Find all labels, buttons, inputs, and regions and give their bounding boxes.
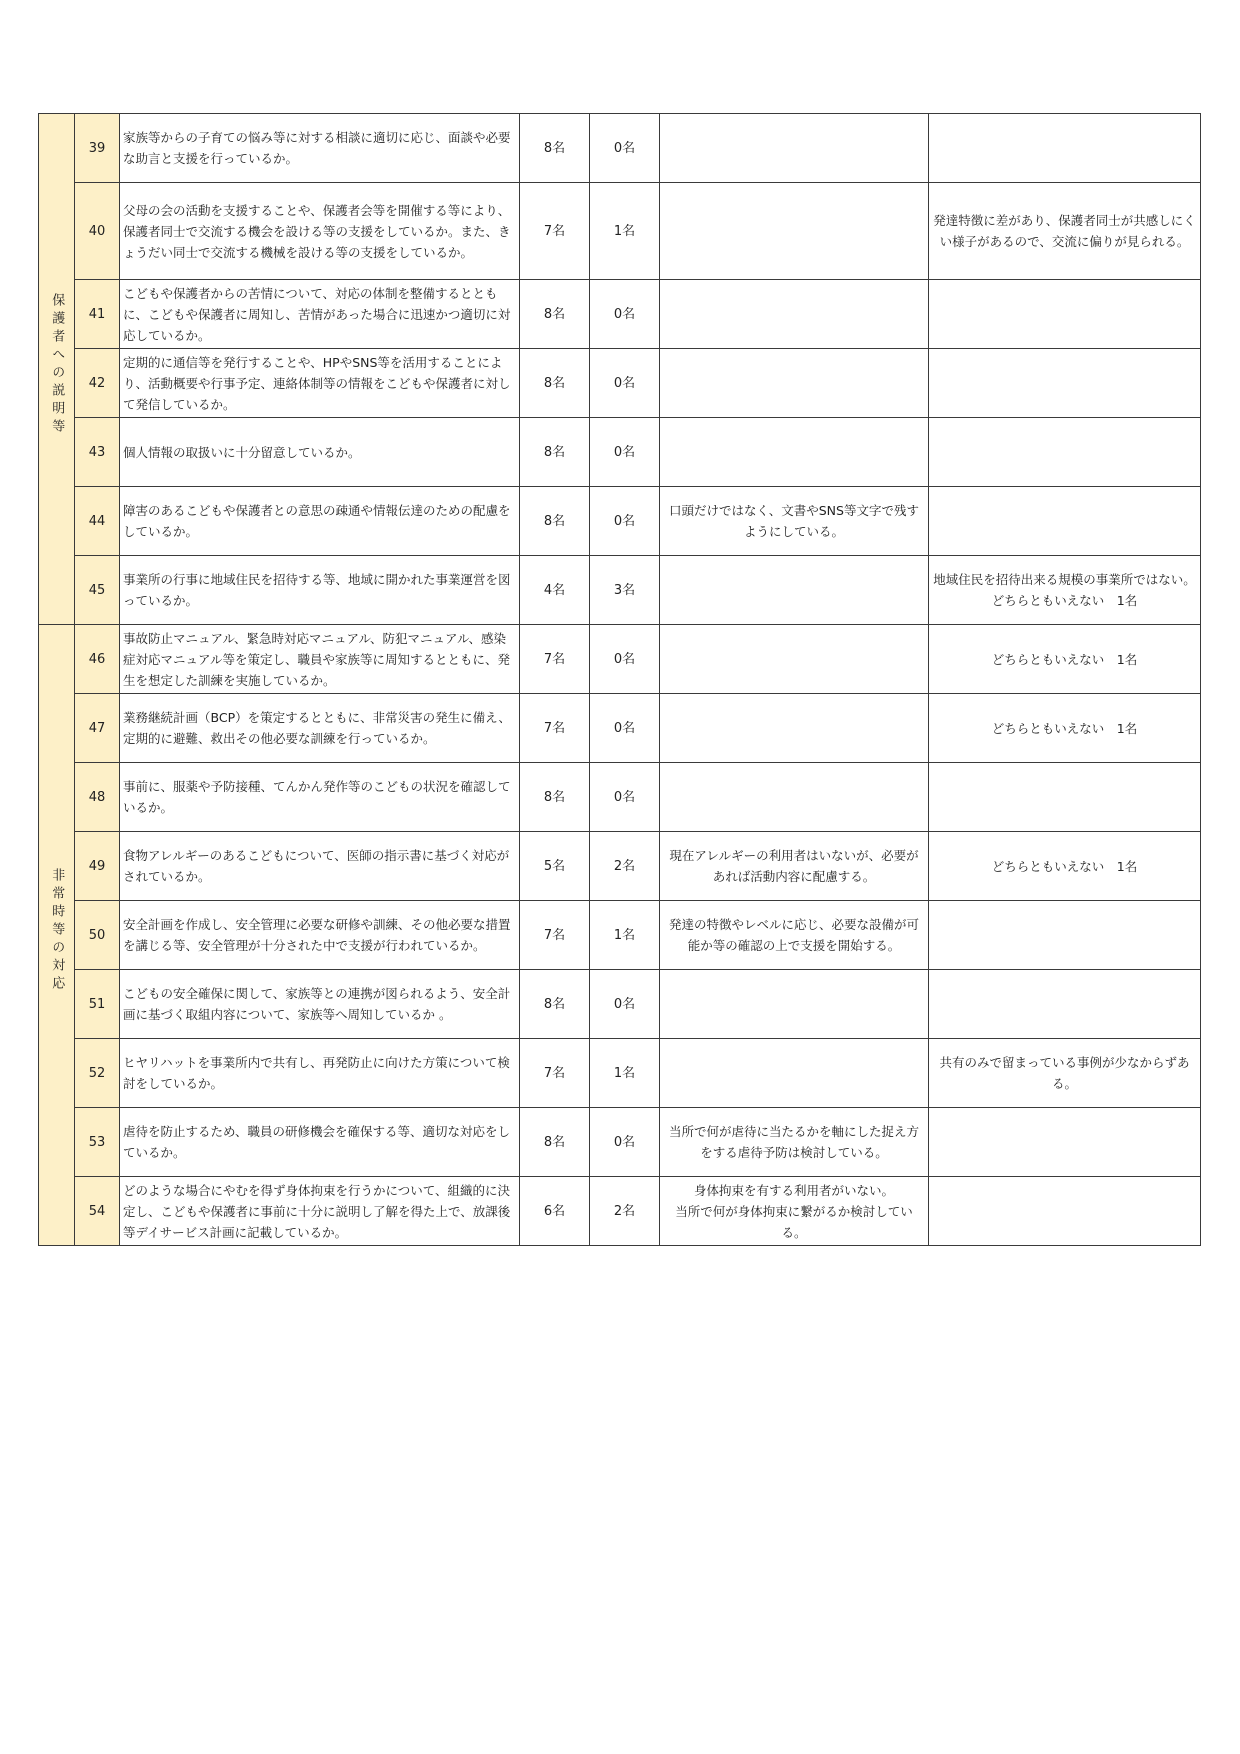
item-number: 47 <box>75 694 120 763</box>
yes-count: 8名 <box>520 349 590 418</box>
table-row <box>39 114 1201 183</box>
improvement-note: 発達の特徴やレベルに応じ、必要な設備が可能か等の確認の上で支援を開始する。 <box>660 901 929 970</box>
category-guardian <box>39 114 75 625</box>
improvement-note <box>660 625 929 694</box>
reason-note: どちらともいえない 1名 <box>929 832 1201 901</box>
reason-note <box>929 970 1201 1039</box>
no-count: 0名 <box>590 418 660 487</box>
reason-note: 地域住民を招待出来る規模の事業所ではない。 どちらともいえない 1名 <box>929 556 1201 625</box>
yes-count: 5名 <box>520 832 590 901</box>
reason-note <box>929 349 1201 418</box>
improvement-note <box>660 280 929 349</box>
improvement-note <box>660 694 929 763</box>
improvement-note <box>660 183 929 280</box>
no-count: 3名 <box>590 556 660 625</box>
table-row <box>39 970 1201 1039</box>
table-row <box>39 418 1201 487</box>
question-text: 虐待を防止するため、職員の研修機会を確保する等、適切な対応をしているか。 <box>120 1108 520 1177</box>
improvement-note <box>660 349 929 418</box>
question-text: 食物アレルギーのあるこどもについて、医師の指示書に基づく対応がされているか。 <box>120 832 520 901</box>
question-text: 定期的に通信等を発行することや、HPやSNS等を活用することにより、活動概要や行事予定、連絡体制等の情報をこどもや保護者に対して発信しているか。 <box>120 349 520 418</box>
no-count: 0名 <box>590 694 660 763</box>
question-text: 業務継続計画（BCP）を策定するとともに、非常災害の発生に備え、定期的に避難、救出その他必要な訓練を行っているか。 <box>120 694 520 763</box>
improvement-note <box>660 114 929 183</box>
improvement-note <box>660 763 929 832</box>
evaluation-table <box>38 113 1201 1246</box>
table-row <box>39 280 1201 349</box>
item-number: 40 <box>75 183 120 280</box>
reason-note: 共有のみで留まっている事例が少なからずある。 <box>929 1039 1201 1108</box>
table-row <box>39 763 1201 832</box>
table-row <box>39 1177 1201 1246</box>
question-text: 事業所の行事に地域住民を招待する等、地域に開かれた事業運営を図っているか。 <box>120 556 520 625</box>
item-number: 46 <box>75 625 120 694</box>
item-number: 44 <box>75 487 120 556</box>
improvement-note <box>660 556 929 625</box>
no-count: 0名 <box>590 625 660 694</box>
yes-count: 7名 <box>520 625 590 694</box>
yes-count: 4名 <box>520 556 590 625</box>
table-row <box>39 1108 1201 1177</box>
table-row <box>39 487 1201 556</box>
yes-count: 7名 <box>520 1039 590 1108</box>
no-count: 0名 <box>590 1108 660 1177</box>
yes-count: 8名 <box>520 280 590 349</box>
item-number: 54 <box>75 1177 120 1246</box>
no-count: 0名 <box>590 487 660 556</box>
item-number: 42 <box>75 349 120 418</box>
no-count: 1名 <box>590 183 660 280</box>
no-count: 1名 <box>590 901 660 970</box>
no-count: 0名 <box>590 349 660 418</box>
item-number: 49 <box>75 832 120 901</box>
question-text: どのような場合にやむを得ず身体拘束を行うかについて、組織的に決定し、こどもや保護者に事前に十分に説明し了解を得た上で、放課後等デイサービス計画に記載しているか。 <box>120 1177 520 1246</box>
item-number: 52 <box>75 1039 120 1108</box>
question-text: ヒヤリハットを事業所内で共有し、再発防止に向けた方策について検討をしているか。 <box>120 1039 520 1108</box>
improvement-note: 口頭だけではなく、文書やSNS等文字で残すようにしている。 <box>660 487 929 556</box>
category-label: 非常時等の対応 <box>49 868 65 995</box>
table-row <box>39 625 1201 694</box>
table-row <box>39 694 1201 763</box>
yes-count: 8名 <box>520 970 590 1039</box>
no-count: 0名 <box>590 280 660 349</box>
reason-note: どちらともいえない 1名 <box>929 625 1201 694</box>
table-row <box>39 349 1201 418</box>
reason-note <box>929 1177 1201 1246</box>
improvement-note: 当所で何が虐待に当たるかを軸にした捉え方をする虐待予防は検討している。 <box>660 1108 929 1177</box>
reason-note <box>929 1108 1201 1177</box>
no-count: 0名 <box>590 114 660 183</box>
reason-note: どちらともいえない 1名 <box>929 694 1201 763</box>
yes-count: 8名 <box>520 418 590 487</box>
reason-note <box>929 418 1201 487</box>
table-row <box>39 832 1201 901</box>
reason-note <box>929 487 1201 556</box>
reason-note: 発達特徴に差があり、保護者同士が共感しにくい様子があるので、交流に偏りが見られる。 <box>929 183 1201 280</box>
table-row <box>39 183 1201 280</box>
reason-note <box>929 901 1201 970</box>
reason-note <box>929 763 1201 832</box>
improvement-note: 身体拘束を有する利用者がいない。 当所で何が身体拘束に繋がるか検討している。 <box>660 1177 929 1246</box>
item-number: 45 <box>75 556 120 625</box>
yes-count: 6名 <box>520 1177 590 1246</box>
table-row <box>39 901 1201 970</box>
item-number: 41 <box>75 280 120 349</box>
improvement-note: 現在アレルギーの利用者はいないが、必要があれば活動内容に配慮する。 <box>660 832 929 901</box>
item-number: 53 <box>75 1108 120 1177</box>
question-text: 家族等からの子育ての悩み等に対する相談に適切に応じ、面談や必要な助言と支援を行っているか。 <box>120 114 520 183</box>
yes-count: 7名 <box>520 694 590 763</box>
item-number: 48 <box>75 763 120 832</box>
no-count: 2名 <box>590 1177 660 1246</box>
no-count: 0名 <box>590 970 660 1039</box>
question-text: こどもや保護者からの苦情について、対応の体制を整備するとともに、こどもや保護者に周知し、苦情があった場合に迅速かつ適切に対応しているか。 <box>120 280 520 349</box>
improvement-note <box>660 970 929 1039</box>
reason-note <box>929 280 1201 349</box>
no-count: 1名 <box>590 1039 660 1108</box>
reason-note <box>929 114 1201 183</box>
improvement-note <box>660 1039 929 1108</box>
yes-count: 8名 <box>520 487 590 556</box>
category-emergency <box>39 625 75 1246</box>
question-text: 安全計画を作成し、安全管理に必要な研修や訓練、その他必要な措置を講じる等、安全管理が十分された中で支援が行われているか。 <box>120 901 520 970</box>
improvement-note <box>660 418 929 487</box>
table-row <box>39 556 1201 625</box>
question-text: 個人情報の取扱いに十分留意しているか。 <box>120 418 520 487</box>
yes-count: 8名 <box>520 763 590 832</box>
question-text: 障害のあるこどもや保護者との意思の疎通や情報伝達のための配慮をしているか。 <box>120 487 520 556</box>
no-count: 0名 <box>590 763 660 832</box>
category-label: 保護者への説明等 <box>49 293 65 438</box>
question-text: 事前に、服薬や予防接種、てんかん発作等のこどもの状況を確認しているか。 <box>120 763 520 832</box>
item-number: 39 <box>75 114 120 183</box>
yes-count: 7名 <box>520 901 590 970</box>
question-text: 事故防止マニュアル、緊急時対応マニュアル、防犯マニュアル、感染症対応マニュアル等を策定し、職員や家族等に周知するとともに、発生を想定した訓練を実施しているか。 <box>120 625 520 694</box>
item-number: 43 <box>75 418 120 487</box>
item-number: 51 <box>75 970 120 1039</box>
yes-count: 8名 <box>520 114 590 183</box>
yes-count: 8名 <box>520 1108 590 1177</box>
yes-count: 7名 <box>520 183 590 280</box>
item-number: 50 <box>75 901 120 970</box>
no-count: 2名 <box>590 832 660 901</box>
question-text: こどもの安全確保に関して、家族等との連携が図られるよう、安全計画に基づく取組内容について、家族等へ周知しているか 。 <box>120 970 520 1039</box>
table-row <box>39 1039 1201 1108</box>
question-text: 父母の会の活動を支援することや、保護者会等を開催する等により、保護者同士で交流する機会を設ける等の支援をしているか。また、きょうだい同士で交流する機械を設ける等の支援をしているか。 <box>120 183 520 280</box>
